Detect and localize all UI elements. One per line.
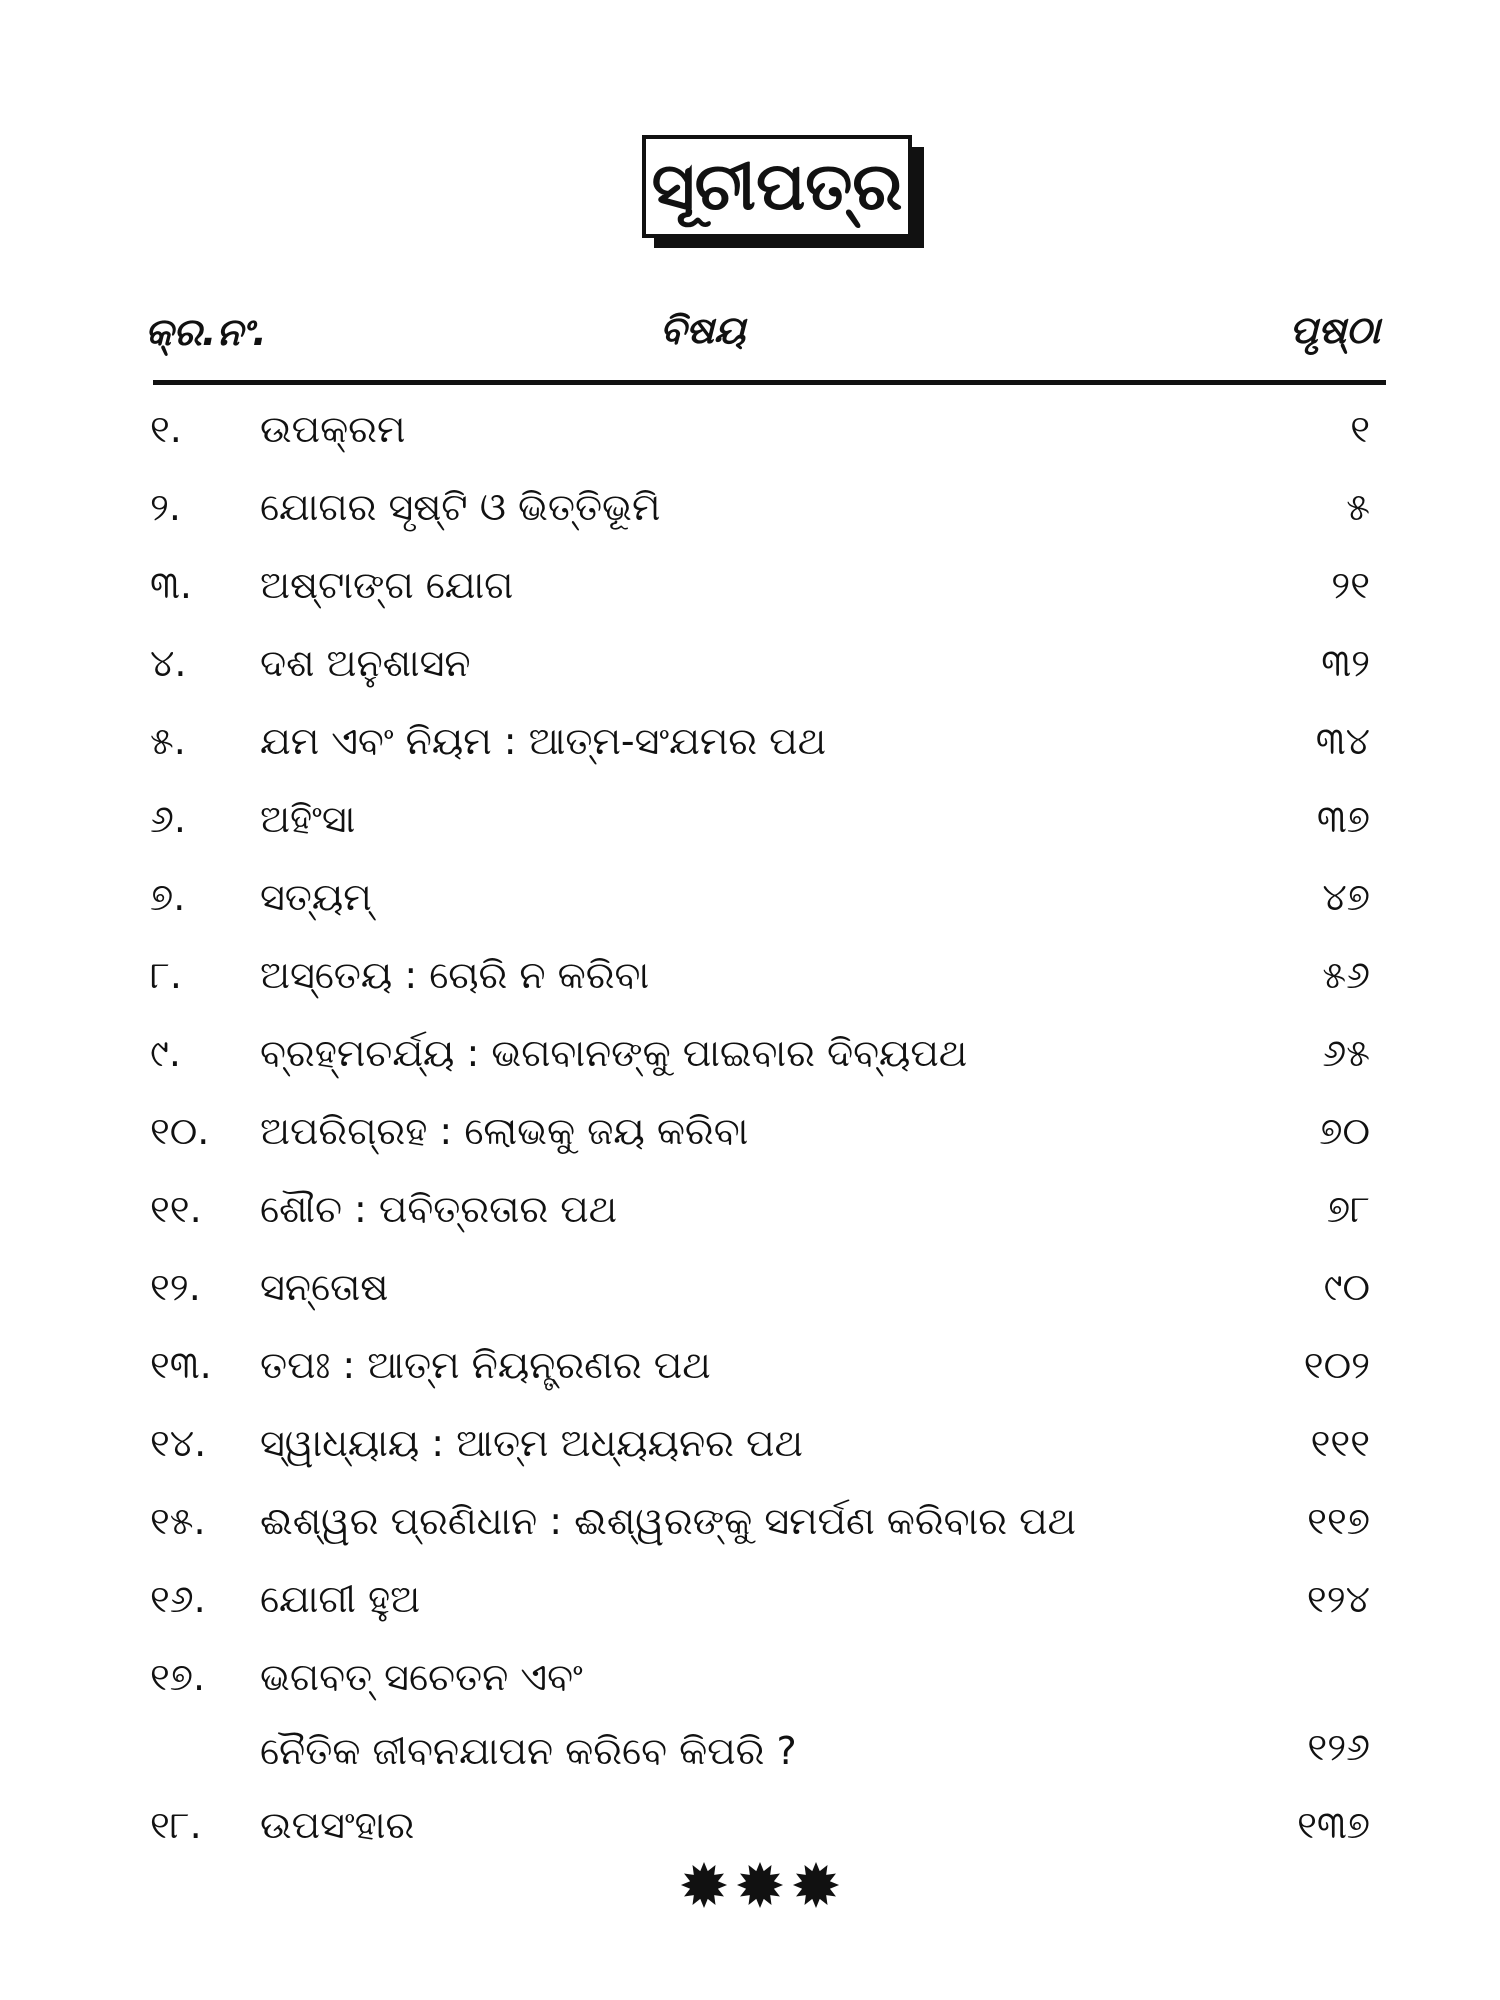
entry-subject bbox=[260, 390, 1160, 468]
entry-page-number: ୩୨ bbox=[1321, 641, 1370, 685]
header-page: ପୃଷ୍ଠା bbox=[1289, 308, 1380, 352]
toc-entry bbox=[150, 702, 1370, 780]
star-burst-icon bbox=[792, 1861, 840, 1909]
entry-number: ୭. bbox=[150, 875, 186, 919]
entry-page-number: ୨୧ bbox=[1331, 563, 1370, 607]
entry-number: ୪. bbox=[150, 641, 187, 685]
entry-subject bbox=[260, 546, 1160, 624]
entry-subject-line: ଅପରିଗ୍ରହ : ଲୋଭକୁ ଜୟ କରିବା bbox=[260, 1109, 749, 1153]
entry-subject-line: ନୈତିକ ଜୀବନଯାପନ କରିବେ କିପରି ? bbox=[260, 1729, 797, 1773]
header-rule bbox=[153, 380, 1386, 385]
star-burst-icon bbox=[736, 1861, 784, 1909]
table-of-contents bbox=[150, 390, 1370, 1864]
entry-subject-line: ଶୌଚ : ପବିତ୍ରତାର ପଥ bbox=[260, 1187, 618, 1231]
title-frame bbox=[642, 135, 912, 240]
entry-subject bbox=[260, 780, 1160, 858]
entry-page-number: ୯୦ bbox=[1323, 1265, 1370, 1309]
entry-number: ୧୨. bbox=[150, 1265, 201, 1309]
entry-subject bbox=[260, 1560, 1160, 1638]
entry-subject bbox=[260, 1326, 1160, 1404]
entry-subject-line: ଯୋଗର ସୃଷ୍ଟି ଓ ଭିତ୍ତିଭୂମି bbox=[260, 485, 661, 529]
entry-page-number: ୩୭ bbox=[1316, 797, 1370, 841]
entry-number: ୧୭. bbox=[150, 1655, 206, 1699]
entry-page-number: ୭୦ bbox=[1319, 1109, 1370, 1153]
page-title: ସୂଚୀପତ୍ର bbox=[642, 135, 912, 238]
toc-entry bbox=[150, 468, 1370, 546]
entry-subject-line: ସତ୍ୟମ୍ bbox=[260, 875, 372, 919]
entry-subject bbox=[260, 624, 1160, 702]
entry-page-number: ୭୮ bbox=[1326, 1187, 1370, 1231]
entry-subject-line: ଅହିଂସା bbox=[260, 797, 356, 841]
entry-subject-line: ବ୍ରହ୍ମଚର୍ଯ୍ୟ : ଭଗବାନଙ୍କୁ ପାଇବାର ଦିବ୍ୟପଥ bbox=[260, 1031, 968, 1075]
entry-page-number: ୧୧୧ bbox=[1310, 1421, 1370, 1465]
entry-number: ୧୮. bbox=[150, 1803, 202, 1847]
end-ornament bbox=[680, 1855, 840, 1915]
entry-subject bbox=[260, 1482, 1160, 1560]
entry-subject bbox=[260, 702, 1160, 780]
entry-number: ୧୩. bbox=[150, 1343, 212, 1387]
entry-number: ୧୬. bbox=[150, 1577, 206, 1621]
entry-number: ୬. bbox=[150, 797, 186, 841]
entry-subject-line: ଯୋଗୀ ହୁଅ bbox=[260, 1577, 421, 1621]
entry-page-number: ୧୩୭ bbox=[1297, 1803, 1370, 1847]
toc-entry bbox=[150, 1482, 1370, 1560]
header-serial-number: କ୍ର.ନଂ. bbox=[145, 310, 267, 354]
entry-number: ୧୫. bbox=[150, 1499, 206, 1543]
entry-page-number: ୬୫ bbox=[1322, 1031, 1370, 1075]
entry-subject bbox=[260, 858, 1160, 936]
entry-subject-line: ଭଗବତ୍ ସଚେତନ ଏବଂ bbox=[260, 1655, 583, 1699]
entry-number: ୫. bbox=[150, 719, 186, 763]
toc-entry bbox=[150, 1092, 1370, 1170]
entry-page-number: ୧୧୭ bbox=[1307, 1499, 1370, 1543]
entry-subject bbox=[260, 1638, 1160, 1786]
entry-subject bbox=[260, 1092, 1160, 1170]
entry-number: ୩. bbox=[150, 563, 192, 607]
toc-entry bbox=[150, 1248, 1370, 1326]
toc-entry bbox=[150, 1326, 1370, 1404]
entry-subject bbox=[260, 1014, 1160, 1092]
entry-subject-line: ଅଷ୍ଟାଙ୍ଗ ଯୋଗ bbox=[260, 563, 514, 607]
toc-entry bbox=[150, 780, 1370, 858]
entry-page-number: ୫ bbox=[1346, 485, 1370, 529]
entry-subject-line: ଉପକ୍ରମ bbox=[260, 407, 406, 451]
star-burst-icon bbox=[680, 1861, 728, 1909]
entry-subject bbox=[260, 1404, 1160, 1482]
toc-entry bbox=[150, 1638, 1370, 1786]
entry-subject bbox=[260, 468, 1160, 546]
toc-entry bbox=[150, 858, 1370, 936]
entry-subject-line: ଅସ୍ତେୟ : ଚୋରି ନ କରିବା bbox=[260, 953, 650, 997]
entry-number: ୧୦. bbox=[150, 1109, 210, 1153]
entry-subject-line: ସ୍ୱାଧ୍ୟାୟ : ଆତ୍ମ ଅଧ୍ୟୟନର ପଥ bbox=[260, 1421, 803, 1465]
entry-page-number: ୧୨୪ bbox=[1306, 1577, 1370, 1621]
header-subject: ବିଷୟ bbox=[660, 308, 746, 352]
entry-page-number: ୧୨୬ bbox=[1307, 1725, 1370, 1769]
entry-subject bbox=[260, 1170, 1160, 1248]
entry-page-number: ୩୪ bbox=[1315, 719, 1370, 763]
entry-number: ୧୪. bbox=[150, 1421, 207, 1465]
entry-subject-line: ଯମ ଏବଂ ନିୟମ : ଆତ୍ମ-ସଂଯମର ପଥ bbox=[260, 719, 827, 763]
toc-entry bbox=[150, 546, 1370, 624]
entry-subject bbox=[260, 936, 1160, 1014]
entry-subject-line: ଦଶ ଅନୁଶାସନ bbox=[260, 641, 471, 685]
entry-subject-line: ଉପସଂହାର bbox=[260, 1803, 415, 1847]
entry-subject-line: ସନ୍ତୋଷ bbox=[260, 1265, 389, 1309]
entry-number: ୧୧. bbox=[150, 1187, 202, 1231]
toc-header bbox=[145, 300, 1380, 360]
entry-page-number: ୫୬ bbox=[1322, 953, 1370, 997]
entry-page-number: ୧ bbox=[1350, 407, 1370, 451]
toc-entry bbox=[150, 1404, 1370, 1482]
entry-page-number: ୪୭ bbox=[1322, 875, 1370, 919]
entry-number: ୨. bbox=[150, 485, 182, 529]
entry-page-number: ୧୦୨ bbox=[1303, 1343, 1370, 1387]
entry-subject-line: ଈଶ୍ୱର ପ୍ରଣିଧାନ : ଈଶ୍ୱରଙ୍କୁ ସମର୍ପଣ କରିବାର ପଥ bbox=[260, 1499, 1076, 1543]
toc-entry bbox=[150, 1786, 1370, 1864]
entry-subject bbox=[260, 1786, 1160, 1864]
entry-subject-line: ତପଃ : ଆତ୍ମ ନିୟନ୍ତ୍ରଣର ପଥ bbox=[260, 1343, 711, 1387]
toc-entry bbox=[150, 1560, 1370, 1638]
toc-entry bbox=[150, 624, 1370, 702]
entry-subject bbox=[260, 1248, 1160, 1326]
entry-number: ୮. bbox=[150, 953, 182, 997]
entry-number: ୯. bbox=[150, 1031, 181, 1075]
toc-entry bbox=[150, 390, 1370, 468]
toc-entry bbox=[150, 1014, 1370, 1092]
toc-entry bbox=[150, 936, 1370, 1014]
entry-number: ୧. bbox=[150, 407, 182, 451]
toc-entry bbox=[150, 1170, 1370, 1248]
